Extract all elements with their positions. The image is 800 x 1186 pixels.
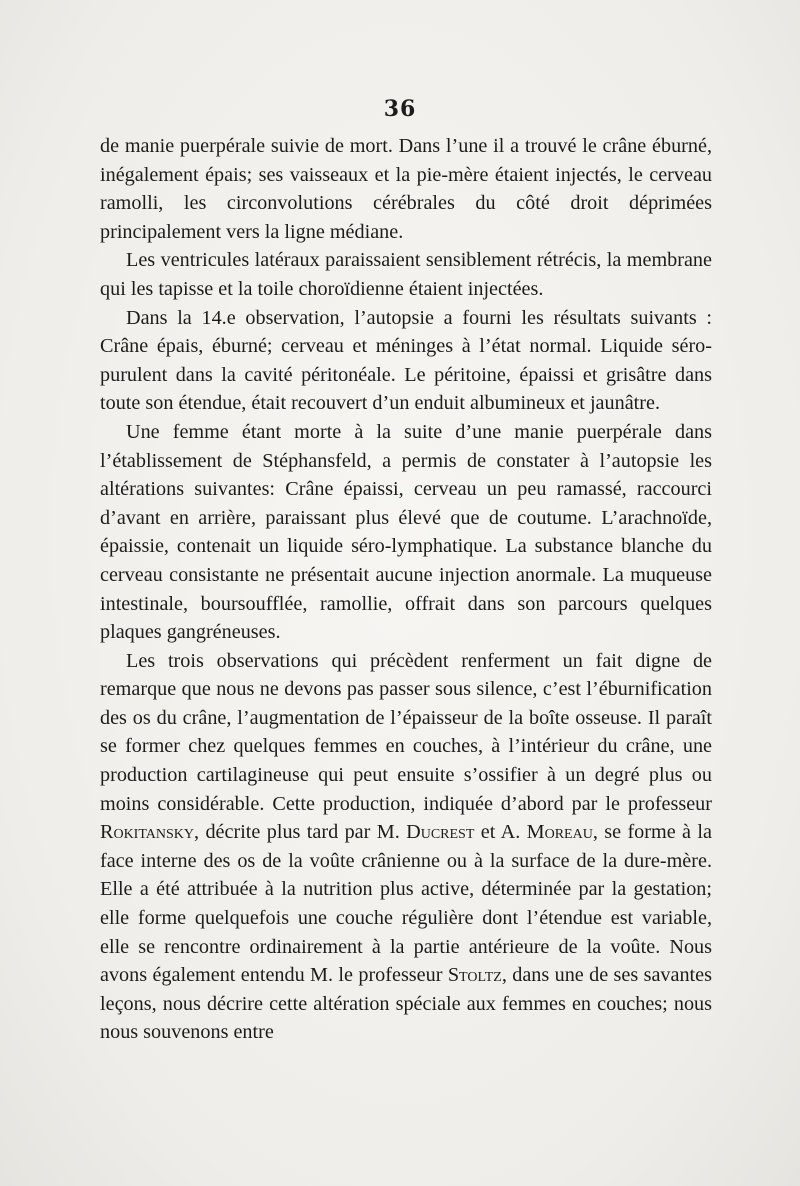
- paragraph-eburnification: [100, 647, 712, 1047]
- text-segment: , se forme à la face interne des os de la voûte crânienne ou à la surface de la dure-mère. Elle a été attribuée à la nutrition plus active, déterminée par la gestation; elle forme quelquefois une couche régulière dont l’étendue est variable, elle se rencontre ordinairement à la partie antérieure de la voûte. Nous avons également entendu M. le professeur: [100, 821, 712, 987]
- author-name-rokitansky: Rokitansky: [100, 821, 195, 844]
- paragraph-observation-14: Dans la 14.e observation, l’autopsie a fourni les résultats suivants : Crâne épais, éburné; cerveau et méninges à l’état normal. Liquide séro-purulent dans la cavité péritonéale. Le péritoine, épaissi et grisâtre dans toute son étendue, était recouvert d’un enduit albumineux et jaunâtre.: [100, 306, 712, 415]
- author-name-ducrest: Ducrest: [406, 821, 475, 844]
- author-name-stoltz: Stoltz: [447, 964, 502, 987]
- body-text: [100, 132, 712, 1047]
- paragraph-ventricles: Les ventricules latéraux paraissaient sensiblement rétrécis, la membrane qui les tapisse et la toile choroïdienne étaient injectées.: [100, 249, 712, 300]
- text-segment: et A.: [474, 821, 527, 844]
- author-name-moreau: Moreau: [526, 821, 593, 844]
- paragraph-stephansfeld-case: Une femme étant morte à la suite d’une manie puerpérale dans l’établissement de Stéphansfeld, a permis de constater à l’autopsie les altérations suivantes: Crâne épaissi, cerveau un peu ramassé, raccourci d’avant en arrière, paraissant plus élevé que de coutume. L’arachnoïde, épaissie, contenait un liquide séro-lymphatique. La substance blanche du cerveau consistante ne présentait aucune injection anormale. La muqueuse intestinale, boursoufflée, ramollie, offrait dans son parcours quelques plaques gangréneuses.: [100, 420, 712, 644]
- text-segment: Les trois observations qui précèdent renferment un fait digne de remarque que nous ne devons pas passer sous silence, c’est l’éburnification des os du crâne, l’augmentation de l’épaisseur de la boîte osseuse. Il paraît se former chez quelques femmes en couches, à l’intérieur du crâne, une production cartilagineuse qui peut ensuite s’ossifier à un degré plus ou moins considérable. Cette production, indiquée d’abord par le professeur: [100, 649, 712, 815]
- paragraph-continuation: de manie puerpérale suivie de mort. Dans l’une il a trouvé le crâne éburné, inégalement épais; ses vaisseaux et la pie-mère étaient injectés, le cerveau ramolli, les circonvolutions cérébrales du côté droit déprimées principalement vers la ligne médiane.: [100, 135, 712, 243]
- page-number: 36: [383, 96, 417, 122]
- text-segment: , dans une de ses savantes leçons, nous décrire cette altération spéciale aux femmes en couches; nous nous souvenons entre: [100, 964, 712, 1044]
- text-segment: , décrite plus tard par M.: [194, 821, 407, 844]
